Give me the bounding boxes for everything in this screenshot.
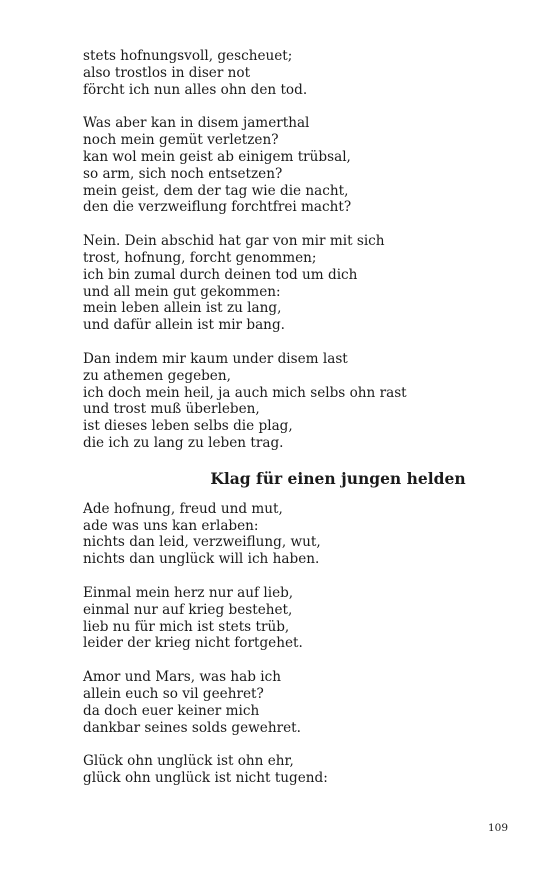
stanza — [83, 48, 503, 98]
verse-line: stets hofnungsvoll, gescheuet; — [83, 48, 293, 64]
text-block — [83, 48, 503, 804]
verse-line: mein leben allein ist zu lang, — [83, 300, 282, 317]
verse-line: den die verzweiflung forchtfrei macht? — [83, 199, 352, 216]
verse-line: kan wol mein geist ab einigem trübsal, — [83, 148, 351, 165]
stanza — [83, 585, 503, 652]
stanza — [83, 669, 503, 736]
verse-line: und dafür allein ist mir bang. — [83, 317, 285, 334]
stanza — [83, 233, 503, 334]
verse-line: nichts dan leid, verzweiflung, wut, — [83, 534, 321, 551]
verse-line: glück ohn unglück ist nicht tugend: — [83, 770, 328, 787]
verse-line: Glück ohn unglück ist ohn ehr, — [83, 753, 294, 770]
verse-line: trost, hofnung, forcht genommen; — [83, 249, 317, 266]
verse-line: förcht ich nun alles ohn den tod. — [83, 81, 308, 98]
verse-line: Ade hofnung, freud und mut, — [83, 500, 283, 517]
verse-line: dankbar seines solds gewehret. — [83, 719, 301, 736]
verse-line: mein geist, dem der tag wie die nacht, — [83, 182, 349, 199]
verse-line: ich bin zumal durch deinen tod um dich — [83, 266, 358, 283]
stanza — [83, 501, 503, 568]
verse-line: Nein. Dein abschid hat gar von mir mit sich — [83, 233, 385, 250]
verse-line: so arm, sich noch entsetzen? — [83, 165, 283, 182]
verse-line: und all mein gut gekommen: — [83, 283, 281, 300]
verse-line: und trost muß überleben, — [83, 401, 260, 418]
verse-line: da doch euer keiner mich — [83, 702, 260, 719]
verse-line: Amor und Mars, was hab ich — [83, 669, 282, 686]
verse-line: leider der krieg nicht fortgehet. — [83, 635, 303, 652]
verse-line: ade was uns kan erlaben: — [83, 517, 259, 534]
stanza — [83, 753, 503, 787]
verse-line: Was aber kan in disem jamerthal — [83, 115, 310, 132]
page-number: 109 — [487, 822, 508, 834]
verse-line: noch mein gemüt verletzen? — [83, 132, 279, 149]
verse-line: also trostlos in diser not — [83, 64, 251, 81]
verse-line: die ich zu lang zu leben trag. — [83, 434, 284, 451]
verse-line: Dan indem mir kaum under disem last — [83, 350, 348, 367]
verse-line: Einmal mein herz nur auf lieb, — [83, 584, 294, 601]
verse-line: allein euch so vil geehret? — [83, 685, 264, 702]
verse-line: einmal nur auf krieg bestehet, — [83, 601, 293, 618]
stanza — [83, 115, 503, 216]
poem-title: Klag für einen jungen helden — [210, 468, 466, 488]
stanza — [83, 351, 503, 452]
verse-line: nichts dan unglück will ich haben. — [83, 551, 320, 568]
verse-line: lieb nu für mich ist stets trüb, — [83, 618, 290, 635]
verse-line: zu athemen gegeben, — [83, 367, 231, 384]
verse-line: ist dieses leben selbs die plag, — [83, 418, 293, 435]
verse-line: ich doch mein heil, ja auch mich selbs ohn rast — [83, 384, 407, 401]
